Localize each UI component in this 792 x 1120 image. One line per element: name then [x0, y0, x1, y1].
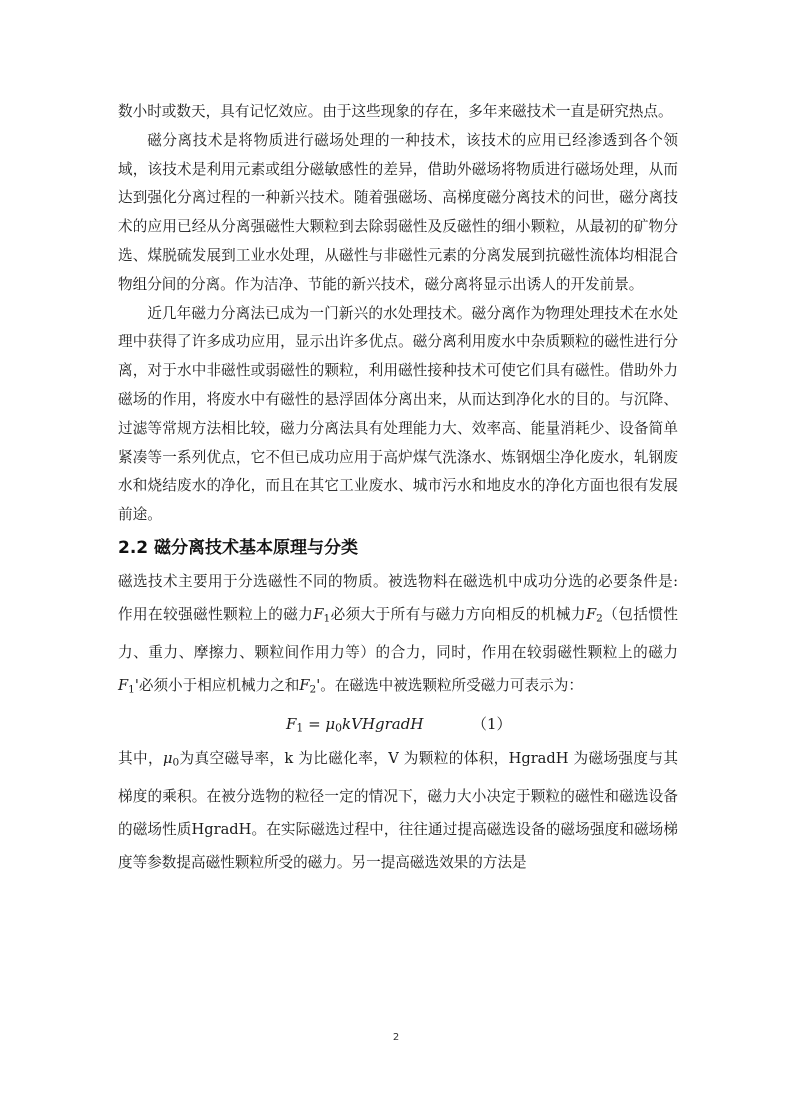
symbol-f1-prime: $F_1'$ — [118, 676, 139, 696]
paragraph-magnetic-separation-intro: 磁分离技术是将物质进行磁场处理的一种技术，该技术的应用已经渗透到各个领域，该技术是利用元素或组分磁敏感性的差异，借助外磁场将物质进行磁场处理，从而达到强化分离过程的一种新兴技术。随着强磁场、高梯度磁分离技术的问世，磁分离技术的应用已经从分离强磁性大颗粒到去除弱磁性及反磁性的细小颗粒，从最初的矿物分选、煤脱硫发展到工业水处理，从磁性与非磁性元素的分离发展到抗磁性流体均相混合物组分间的分离。作为洁净、节能的新兴技术，磁分离将显示出诱人的开发前景。 — [118, 131, 678, 293]
page-number: 2 — [392, 1032, 400, 1043]
paragraph-water-treatment: 近几年磁力分离法已成为一门新兴的水处理技术。磁分离作为物理处理技术在水处理中获得了许多成功应用，显示出许多优点。磁分离利用废水中杂质颗粒的磁性进行分离，对于水中非磁性或弱磁性的颗粒，利用磁性接种技术可使它们具有磁性。借助外力磁场的作用，将废水中有磁性的悬浮固体分离出来，从而达到净化水的目的。与沉降、过滤等常规方法相比较，磁力分离法具有处理能力大、效率高、能量消耗少、设备简单紧凑等一系列优点，它不但已成功应用于高炉煤气洗涤水、炼钢烟尘净化废水，轧钢废水和烧结废水的净化，而且在其它工业废水、城市污水和地皮水的净化方面也很有发展前途。 — [118, 304, 678, 524]
text-segment: （包括惯性力、重力、摩擦力、颗粒间作用力等）的合力，同时，作用在较弱磁性颗粒上的磁力 — [118, 605, 678, 661]
symbol-f2-prime: $F_2'$ — [299, 676, 321, 696]
document-body — [118, 98, 678, 879]
equation-1 — [118, 708, 678, 740]
text-segment: 必须小于相应机械力之和 — [138, 676, 300, 694]
paragraph-formula-explanation — [118, 742, 678, 879]
text-segment: 必须大于所有与磁力方向相反的机械力 — [330, 605, 587, 623]
text-segment: 磁选技术主要用于分选磁性不同的物质。被选物料在磁选机中成功分选的必要条件是: 作用在较强磁性颗粒上的磁力 — [118, 572, 678, 623]
equation-formula: $F_1$ = $\mu_0kVHgradH$ — [286, 715, 424, 735]
symbol-f1: $F_1$ — [313, 605, 331, 625]
paragraph-continuation: 数小时或数天，具有记忆效应。由于这些现象的存在，多年来磁技术一直是研究热点。 — [118, 103, 673, 120]
text-segment: 。在磁选中被选颗粒所受磁力可表示为： — [320, 676, 583, 694]
section-heading: 2.2 磁分离技术基本原理与分类 — [118, 537, 359, 558]
symbol-mu0: $\mu_0$ — [162, 750, 180, 769]
equation-number: （1） — [472, 715, 512, 734]
paragraph-separation-condition — [118, 565, 678, 706]
text-segment: 其中， — [118, 750, 163, 768]
text-segment: 为真空磁导率，k 为比磁化率，V 为颗粒的体积，HgradH 为磁场强度与其梯度的乘积。在被分选物的粒径一定的情况下，磁力大小决定于颗粒的磁性和磁选设备的磁场性质HgradH。在实际磁选过程中，往往通过提高磁选设备的磁场强度和磁场梯度等参数提高磁性颗粒所受的磁力。另一提高磁选效果的方法是 — [118, 750, 678, 871]
symbol-f2: $F_2$ — [586, 605, 603, 625]
